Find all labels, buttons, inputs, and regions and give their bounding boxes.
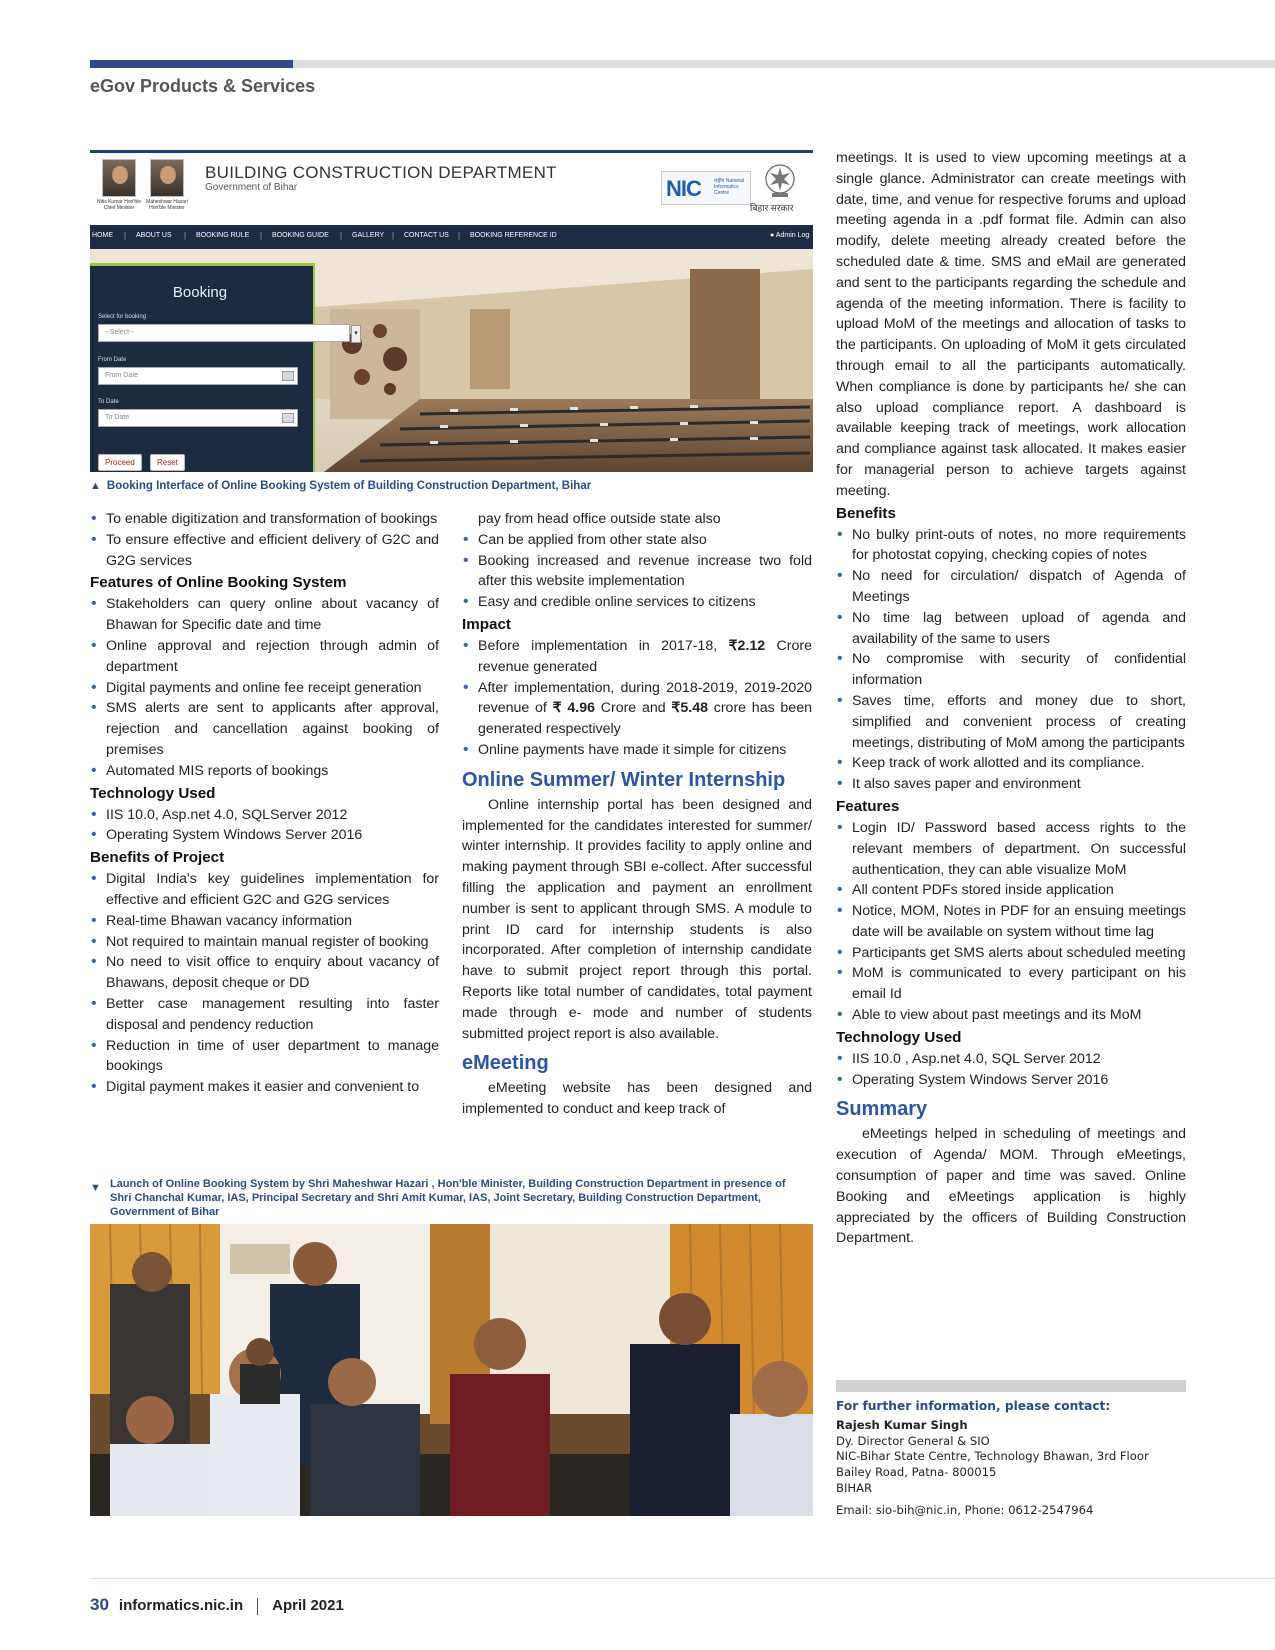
list-item: • To enable digitization and transformation of bookings: [90, 509, 439, 530]
list-item: • Able to view about past meetings and its MoM: [836, 1005, 1186, 1026]
list-item: • Stakeholders can query online about vacancy of Bhawan for Specific date and time: [90, 594, 439, 636]
portrait-caption: Maheshwar Hazari Hon'ble Minister: [146, 199, 188, 211]
column-3: [836, 148, 1186, 1249]
footer-rule: [90, 1578, 1275, 1579]
list-item: • Login ID/ Password based access rights to the relevant members of department. On successful authentication, they can able visualize MoM: [836, 818, 1186, 880]
list-item: • Online payments have made it simple for citizens: [462, 740, 812, 761]
contact-line: Dy. Director General & SIO: [836, 1433, 990, 1448]
section-heading: Benefits: [836, 504, 896, 522]
triangle-up-icon: ▲: [90, 480, 101, 492]
photo-caption: ▼ Launch of Online Booking System by Shri Maheshwar Hazari , Hon'ble Minister, Building Construction Department in presence of Shri Chanchal Kumar, IAS, Principal Secretary and Shri Amit Kumar, IAS, Joint Secretary, Building Construction Department, Government of Bihar: [90, 1178, 786, 1218]
list-item: • Easy and credible online services to citizens: [462, 592, 812, 613]
booking-title: Booking: [172, 284, 228, 301]
nav-home: HOME: [92, 232, 113, 239]
to-date-label: To Date: [98, 399, 119, 405]
list-item: • Not required to maintain manual register of booking: [90, 932, 439, 953]
continued-text: pay from head office outside state also: [478, 511, 721, 527]
list-item: • MoM is communicated to every participant on his email Id: [836, 963, 1186, 1005]
contact-line: NIC-Bihar State Centre, Technology Bhawan, 3rd Floor: [836, 1449, 1149, 1464]
department-title: BUILDING CONSTRUCTION DEPARTMENT: [205, 163, 557, 182]
nav-contact: CONTACT US: [404, 232, 449, 239]
screenshot-header: [90, 153, 813, 225]
contact-line: Bailey Road, Patna- 800015: [836, 1465, 997, 1480]
portrait-minister: [150, 159, 184, 197]
paragraph: eMeeting website has been designed and implemented to conduct and keep track of: [462, 1080, 812, 1118]
section-heading: Technology Used: [90, 784, 216, 802]
list-item: • After implementation, during 2018-2019, 2019-2020 revenue of ₹ 4.96 Crore and ₹5.48 crore has been generated respectively: [462, 678, 812, 740]
section-label: eGov Products & Services: [90, 76, 316, 96]
contact-email: Email: sio-bih@nic.in, Phone: 0612-2547964: [836, 1502, 1094, 1517]
list-item: • Keep track of work allotted and its compliance.: [836, 753, 1186, 774]
chevron-down-icon[interactable]: ▾: [351, 325, 361, 343]
column-2: [462, 509, 812, 1120]
from-date-label: From Date: [98, 357, 127, 363]
section-heading: Features: [836, 797, 900, 815]
list-item: • IIS 10.0 , Asp.net 4.0, SQL Server 2012: [836, 1049, 1186, 1070]
contact-lead: For further information, please contact:: [836, 1399, 1111, 1413]
list-item: • All content PDFs stored inside application: [836, 880, 1186, 901]
list-item: • Before implementation in 2017-18, ₹2.12 Crore revenue generated: [462, 636, 812, 678]
header-rule-accent: [90, 60, 293, 68]
paragraph: Online internship portal has been designed and implemented for the candidates interested for summer/ winter internship. It provides facility to apply online and making payment through SBI e-collect. After successful filling the application and payment an enrollment number is sent to applicant through SMS. A module to print ID card for internship students is also incorporated. After completion of internship candidate have to submit project report through this portal. Reports like total number of candidates, total payment made through e- mode and number of students submitted project report is also available.: [462, 796, 812, 1042]
column-1: [90, 509, 439, 1098]
triangle-down-icon: ▼: [90, 1182, 101, 1194]
reset-button[interactable]: Reset: [150, 454, 185, 471]
list-item: • Online approval and rejection through admin of department: [90, 636, 439, 678]
state-label: बिहार सरकार: [750, 203, 794, 213]
list-item: • IIS 10.0, Asp.net 4.0, SQLServer 2012: [90, 805, 439, 826]
calendar-icon[interactable]: [282, 413, 294, 423]
portrait-chief-minister: [102, 159, 136, 197]
booking-panel: [90, 263, 358, 472]
nav-booking-rule: BOOKING RULE: [196, 232, 250, 239]
list-item: • Booking increased and revenue increase two fold after this website implementation: [462, 551, 812, 593]
select-label: Select for booking: [98, 314, 147, 320]
list-item: • Digital payment makes it easier and convenient to: [90, 1077, 439, 1098]
section-heading: Benefits of Project: [90, 849, 225, 867]
list-item: • Notice, MOM, Notes in PDF for an ensuing meetings date will be available on system without time lag: [836, 901, 1186, 943]
department-subtitle: Government of Bihar: [205, 182, 298, 193]
list-item: • No need to visit office to enquiry about vacancy of Bhawans, deposit cheque or DD: [90, 952, 439, 994]
nav-booking-reference: BOOKING REFERENCE ID: [470, 232, 557, 239]
to-date-field[interactable]: To Date: [98, 409, 298, 427]
proceed-button[interactable]: Proceed: [98, 454, 142, 471]
section-heading: eMeeting: [462, 1052, 549, 1075]
list-item: • Reduction in time of user department to manage bookings: [90, 1036, 439, 1078]
nic-logo: NIC राष्ट्रीय National Informatics Centre: [661, 171, 751, 205]
contact-line: BIHAR: [836, 1480, 873, 1495]
nav-about: ABOUT US: [136, 232, 172, 239]
list-item: • Better case management resulting into faster disposal and pendency reduction: [90, 994, 439, 1036]
list-item: • Can be applied from other state also: [462, 530, 812, 551]
from-date-field[interactable]: From Date: [98, 367, 298, 385]
list-item: • Real-time Bhawan vacancy information: [90, 911, 439, 932]
nav-gallery: GALLERY: [352, 232, 385, 239]
paragraph: eMeetings helped in scheduling of meetings and execution of Agenda/ MOM. Through eMeetings, consumption of paper and time was saved. Online Booking and eMeetings application is highly appreciated by the officers of Building Construction Department.: [836, 1126, 1186, 1247]
page-number: 30: [90, 1595, 109, 1614]
booking-select[interactable]: --Select-- ▾: [98, 324, 350, 342]
list-item: • No compromise with security of confidential information: [836, 649, 1186, 691]
launch-event-photo: [90, 1224, 813, 1516]
section-heading: Summary: [836, 1098, 928, 1121]
nav-booking-guide: BOOKING GUIDE: [272, 232, 329, 239]
list-item: • Digital India's key guidelines implementation for effective and efficient G2C and G2G services: [90, 869, 439, 911]
list-item: • It also saves paper and environment: [836, 774, 1186, 795]
calendar-icon[interactable]: [282, 371, 294, 381]
screenshot-nav: HOME | ABOUT US | BOOKING RULE | BOOKING GUIDE | GALLERY | CONTACT US | BOOKING REFERENCE ID ● Admin Log: [90, 225, 813, 249]
booking-screenshot: [90, 150, 813, 472]
list-item: • Operating System Windows Server 2016: [836, 1070, 1186, 1091]
list-item: • No time lag between upload of agenda and availability of the same to users: [836, 608, 1186, 650]
contact-block: [836, 1399, 1196, 1519]
admin-login-link: ● Admin Log: [770, 232, 810, 239]
list-item: • No need for circulation/ dispatch of Agenda of Meetings: [836, 566, 1186, 608]
list-item: • Operating System Windows Server 2016: [90, 825, 439, 846]
list-item: • Participants get SMS alerts about scheduled meeting: [836, 943, 1186, 964]
list-item: • Saves time, efforts and money due to short, simplified and convenient process of creating meetings, distributing of MoM among the participants: [836, 691, 1186, 753]
section-heading: Online Summer/ Winter Internship: [462, 768, 786, 791]
footer-site: informatics.nic.in: [118, 1597, 244, 1614]
list-item: • Digital payments and online fee receipt generation: [90, 678, 439, 699]
paragraph: meetings. It is used to view upcoming meetings at a single glance. Administrator can create meetings with date, time, and venue for respective forums and upload meeting agenda in a .pdf format file. Admin can also modify, delete meeting already created before the scheduled date & time. SMS and eMail are generated and sent to the participants regarding the schedule and agenda of the meeting information. There is facility to upload MoM of the meetings and allocation of tasks to the participants. On uploading of MoM it gets circulated through email to all the participants automatically. When compliance is done by participants he/ she can also upload compliance report. A dashboard is available keeping track of meetings, work allocation and compliance against task allocated. It makes easier for managerial person to achieve targets against meeting.: [836, 150, 1186, 499]
figure-caption: ▲ Booking Interface of Online Booking System of Building Construction Department, Bihar: [90, 480, 592, 492]
contact-divider: [836, 1380, 1186, 1392]
footer-date: April 2021: [272, 1597, 344, 1614]
list-item: • Automated MIS reports of bookings: [90, 761, 439, 782]
contact-name: Rajesh Kumar Singh: [836, 1417, 968, 1432]
section-heading: Features of Online Booking System: [90, 574, 347, 592]
list-item: • SMS alerts are sent to applicants after approval, rejection and cancellation against booking of premises: [90, 698, 439, 760]
portrait-caption: Nitis Kumar Hon'ble Chief Minister: [96, 199, 142, 211]
footer: [90, 1595, 344, 1615]
section-heading: Impact: [462, 615, 511, 633]
list-item: • No bulky print-outs of notes, no more requirements for photostat copying, checking copies of notes: [836, 525, 1186, 567]
section-heading: Technology Used: [836, 1028, 962, 1046]
list-item: • To ensure effective and efficient delivery of G2C and G2G services: [90, 530, 439, 572]
